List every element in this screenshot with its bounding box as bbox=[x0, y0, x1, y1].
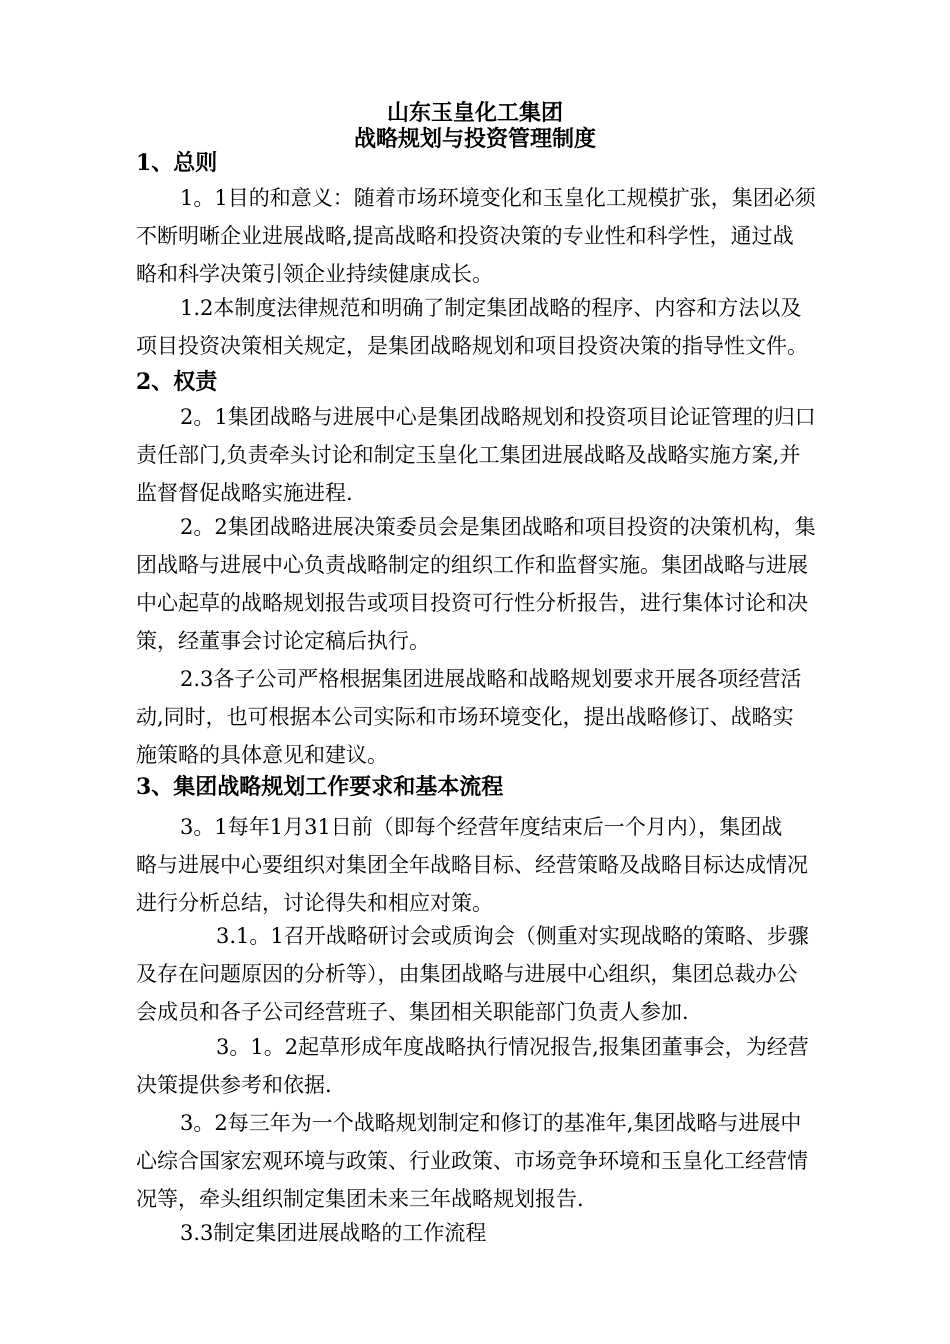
paragraph-2-3 bbox=[136, 660, 858, 774]
paragraph-1-1 bbox=[136, 179, 858, 293]
paragraph-line: 策，经董事会讨论定稿后执行。 bbox=[136, 629, 430, 653]
section-heading-1: 1、总则 bbox=[136, 150, 218, 176]
paragraph-line: 3.3制定集团进展战略的工作流程 bbox=[180, 1221, 487, 1245]
paragraph-line: 2.3各子公司严格根据集团进展战略和战略规划要求开展各项经营活 bbox=[180, 667, 802, 691]
paragraph-line: 项目投资决策相关规定，是集团战略规划和项目投资决策的指导性文件。 bbox=[136, 334, 808, 358]
paragraph-line: 2。1集团战略与进展中心是集团战略规划和投资项目论证管理的归口 bbox=[180, 405, 816, 429]
paragraph-1-2 bbox=[136, 289, 858, 365]
paragraph-line: 3.1。1召开战略研讨会或质询会（侧重对实现战略的策略、步骤 bbox=[216, 924, 809, 948]
paragraph-line: 3。1每年1月31日前（即每个经营年度结束后一个月内），集团战 bbox=[180, 815, 783, 839]
paragraph-line: 会成员和各子公司经营班子、集团相关职能部门负责人参加. bbox=[136, 1000, 689, 1024]
paragraph-3-2 bbox=[136, 1104, 858, 1218]
paragraph-line: 中心起草的战略规划报告或项目投资可行性分析报告，进行集体讨论和决 bbox=[136, 591, 808, 615]
paragraph-2-2 bbox=[136, 508, 858, 660]
paragraph-line: 况等，牵头组织制定集团未来三年战略规划报告. bbox=[136, 1187, 584, 1211]
paragraph-line: 1。1目的和意义：随着市场环境变化和玉皇化工规模扩张，集团必须 bbox=[180, 186, 816, 210]
paragraph-line: 3。1。2起草形成年度战略执行情况报告,报集团董事会，为经营 bbox=[216, 1035, 809, 1059]
paragraph-3-1-2 bbox=[136, 1028, 858, 1104]
paragraph-line: 3。2每三年为一个战略规划制定和修订的基准年,集团战略与进展中 bbox=[180, 1111, 802, 1135]
section-heading-3: 3、集团战略规划工作要求和基本流程 bbox=[136, 774, 504, 800]
paragraph-3-3 bbox=[136, 1214, 858, 1252]
paragraph-line: 略和科学决策引领企业持续健康成长。 bbox=[136, 262, 493, 286]
paragraph-line: 心综合国家宏观环境与政策、行业政策、市场竞争环境和玉皇化工经营情 bbox=[136, 1149, 808, 1173]
paragraph-line: 动,同时，也可根据本公司实际和市场环境变化，提出战略修订、战略实 bbox=[136, 705, 794, 729]
paragraph-line: 责任部门,负责牵头讨论和制定玉皇化工集团进展战略及战略实施方案,并 bbox=[136, 443, 801, 467]
paragraph-line: 略与进展中心要组织对集团全年战略目标、经营策略及战略目标达成情况 bbox=[136, 853, 808, 877]
document-title-line2: 战略规划与投资管理制度 bbox=[353, 126, 596, 152]
paragraph-line: 1.2本制度法律规范和明确了制定集团战略的程序、内容和方法以及 bbox=[180, 296, 802, 320]
paragraph-line: 团战略与进展中心负责战略制定的组织工作和监督实施。集团战略与进展 bbox=[136, 553, 808, 577]
paragraph-line: 2。2集团战略进展决策委员会是集团战略和项目投资的决策机构，集 bbox=[180, 515, 816, 539]
paragraph-line: 及存在问题原因的分析等），由集团战略与进展中心组织，集团总裁办公 bbox=[136, 962, 798, 986]
paragraph-line: 不断明晰企业进展战略,提高战略和投资决策的专业性和科学性，通过战 bbox=[136, 224, 794, 248]
paragraph-3-1-1 bbox=[136, 917, 858, 1031]
paragraph-line: 监督督促战略实施进程. bbox=[136, 481, 353, 505]
paragraph-line: 施策略的具体意见和建议。 bbox=[136, 743, 388, 767]
paragraph-3-1 bbox=[136, 808, 858, 922]
document-title-line1: 山东玉皇化工集团 bbox=[386, 100, 563, 126]
paragraph-line: 决策提供参考和依据. bbox=[136, 1073, 332, 1097]
paragraph-2-1 bbox=[136, 398, 858, 512]
paragraph-line: 进行分析总结，讨论得失和相应对策。 bbox=[136, 891, 493, 915]
section-heading-2: 2、权责 bbox=[136, 369, 218, 395]
